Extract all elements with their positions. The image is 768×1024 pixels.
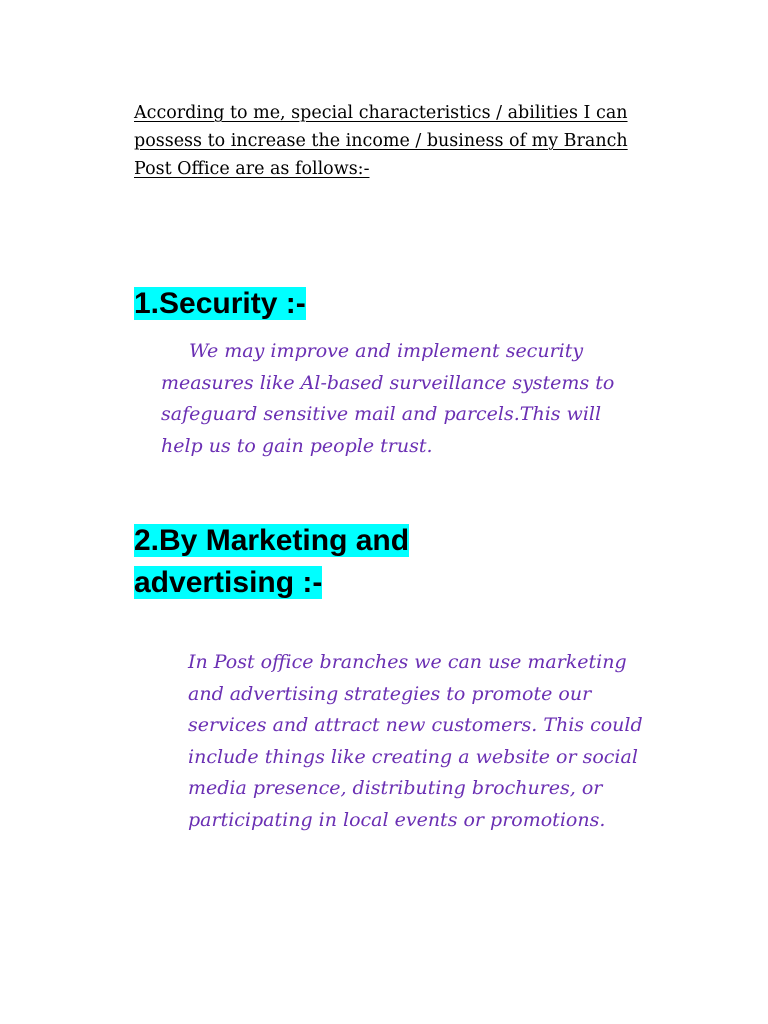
section-heading-marketing-text: 2.By Marketing and advertising :-: [134, 524, 410, 599]
section-heading-security: [134, 283, 306, 325]
section-heading-security-text: 1.Security :-: [134, 287, 306, 320]
section-heading-marketing: [134, 520, 474, 604]
intro-paragraph: According to me, special characteristics / abilities I can possess to increase the income / business of my Branch Post Office are as follows:-: [134, 103, 628, 179]
section-body-security: We may improve and implement security measures like Al-based surveillance systems to safeguard sensitive mail and parcels.This will help us to gain people trust.: [161, 340, 615, 457]
section-body-marketing: In Post office branches we can use marketing and advertising strategies to promote our services and attract new customers. This could include things like creating a website or social media presence, distributing brochures, or participating in local events or promotions.: [188, 651, 643, 831]
